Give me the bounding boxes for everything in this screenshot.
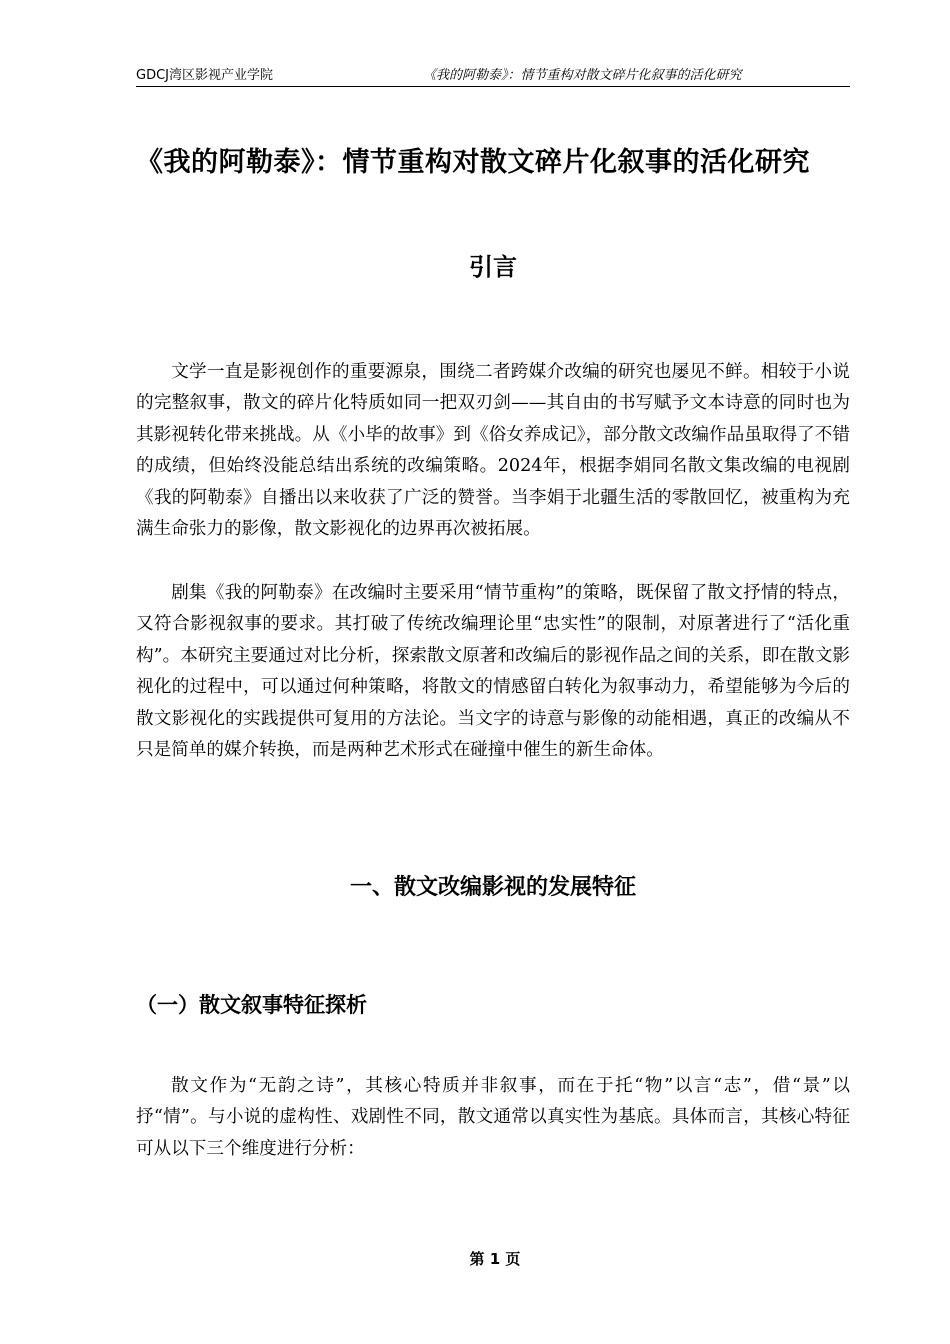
subsection-1-paragraph-1: 散文作为“无韵之诗”，其核心特质并非叙事，而在于托“物”以言“志”，借“景”以抒“情”。与小说的虚构性、戏剧性不同，散文通常以真实性为基底。具体而言，其核心特征可从以下三个维度进行分析： — [136, 1076, 850, 1159]
subsection-1-heading: （一）散文叙事特征探析 — [136, 993, 367, 1017]
document-title: 《我的阿勒泰》：情节重构对散文碎片化叙事的活化研究 — [136, 147, 810, 178]
intro-heading: 引言 — [469, 253, 517, 281]
page-header — [136, 66, 850, 87]
page-number: 第 1 页 — [469, 1250, 521, 1268]
header-institution: GDCJ湾区影视产业学院 — [136, 68, 273, 83]
section-1-heading: 一、散文改编影视的发展特征 — [349, 875, 636, 900]
intro-paragraph-2: 剧集《我的阿勒泰》在改编时主要采用“情节重构”的策略，既保留了散文抒情的特点，又符合影视叙事的要求。其打破了传统改编理论里“忠实性”的限制，对原著进行了“活化重构”。本研究主要通过对比分析，探索散文原著和改编后的影视作品之间的关系，即在散文影视化的过程中，可以通过何种策略，将散文的情感留白转化为叙事动力，希望能够为今后的散文影视化的实践提供可复用的方法论。当文字的诗意与影像的动能相遇，真正的改编从不只是简单的媒介转换，而是两种艺术形式在碰撞中催生的新生命体。 — [136, 583, 850, 761]
header-running-title: 《我的阿勒泰》：情节重构对散文碎片化叙事的活化研究 — [423, 68, 742, 83]
intro-paragraph-1: 文学一直是影视创作的重要源泉，围绕二者跨媒介改编的研究也屡见不鲜。相较于小说的完整叙事，散文的碎片化特质如同一把双刃剑——其自由的书写赋予文本诗意的同时也为其影视转化带来挑战。从《小毕的故事》到《俗女养成记》，部分散文改编作品虽取得了不错的成绩，但始终没能总结出系统的改编策略。2024年，根据李娟同名散文集改编的电视剧《我的阿勒泰》自播出以来收获了广泛的赞誉。当李娟于北疆生活的零散回忆，被重构为充满生命张力的影像，散文影视化的边界再次被拓展。 — [136, 362, 850, 540]
